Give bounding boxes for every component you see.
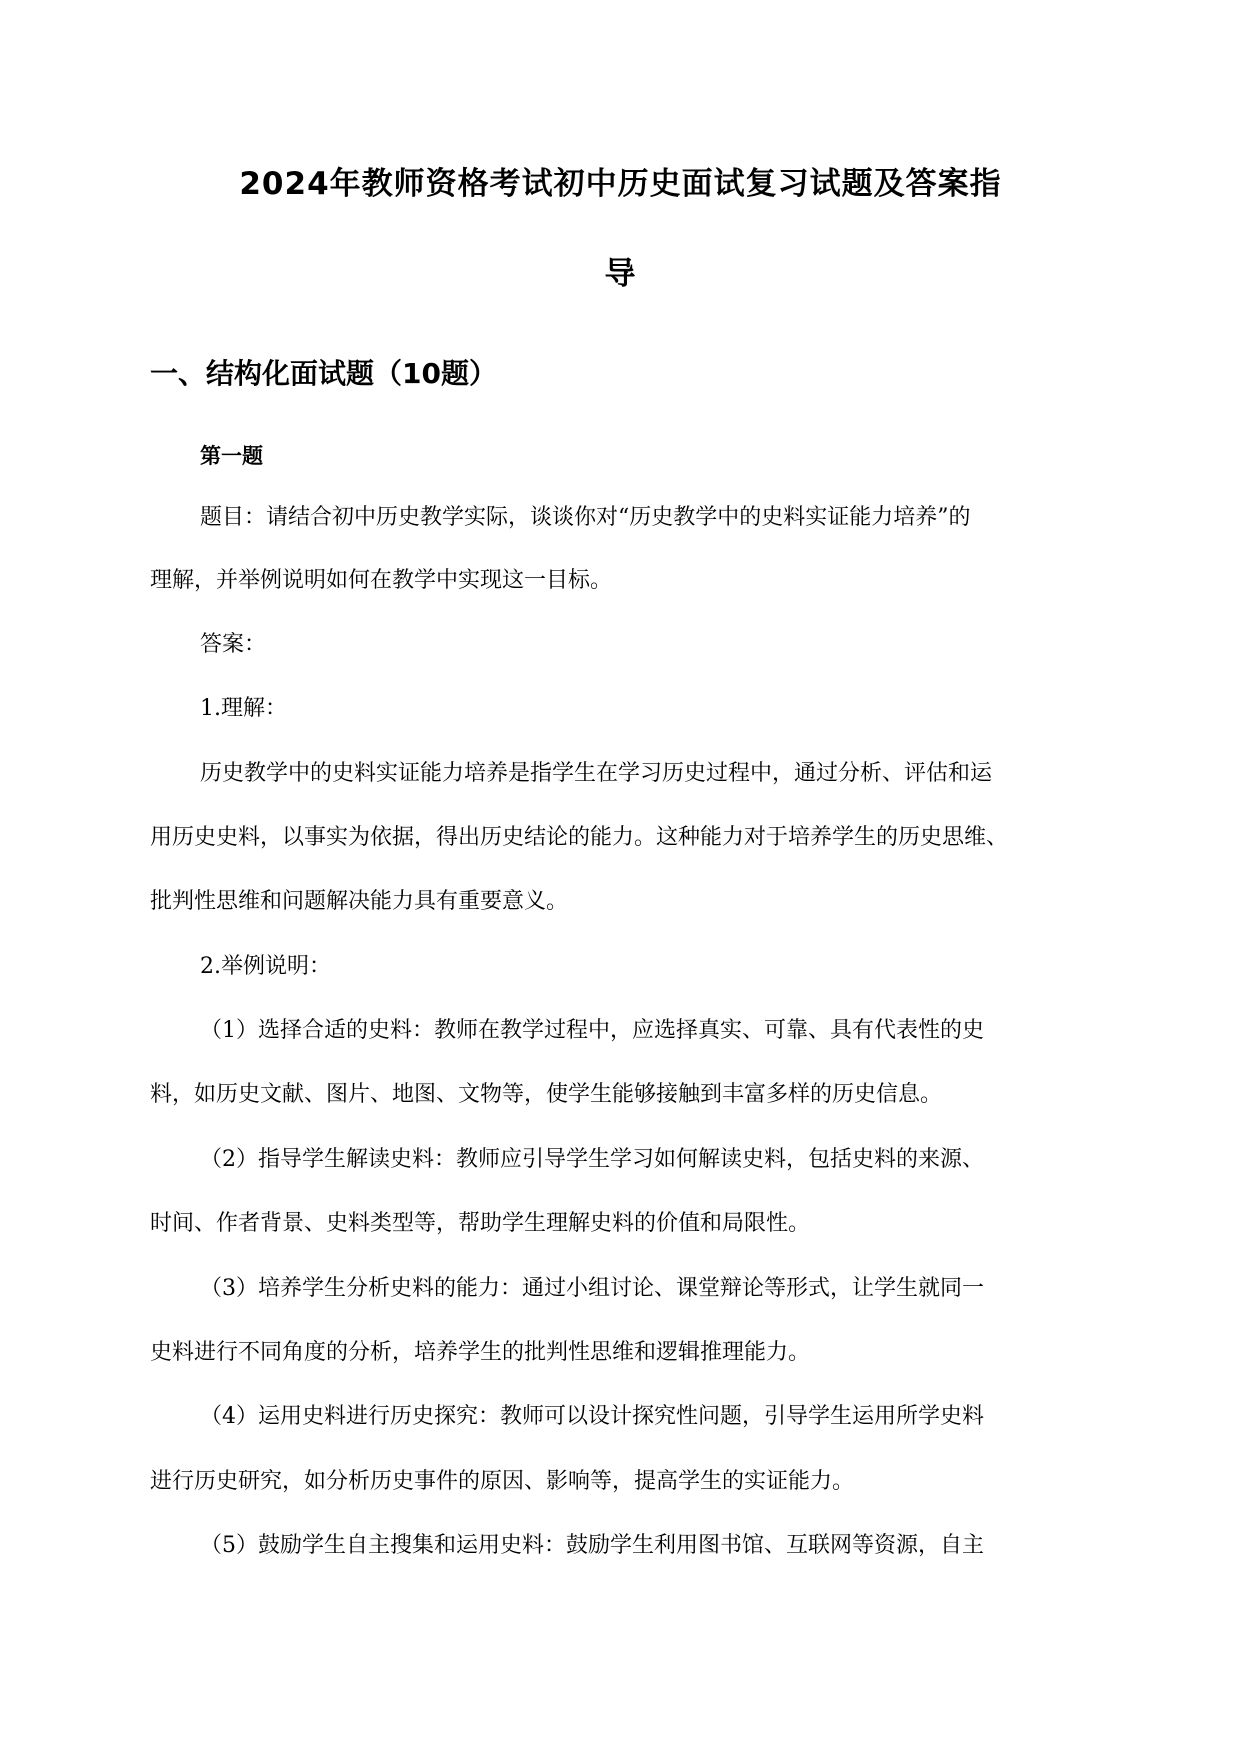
question-text-line: 理解，并举例说明如何在教学中实现这一目标。: [150, 568, 613, 593]
question-heading: 第一题: [200, 444, 263, 468]
list-item-line: （4）运用史料进行历史探究：教师可以设计探究性问题，引导学生运用所学史料: [200, 1404, 984, 1429]
section-heading: 一、结构化面试题（10题）: [150, 357, 497, 390]
subheading-examples: 2.举例说明：: [200, 954, 331, 979]
subheading-understanding: 1.理解：: [200, 696, 287, 721]
list-item-line: 进行历史研究，如分析历史事件的原因、影响等，提高学生的实证能力。: [150, 1469, 855, 1494]
list-item-line: （3）培养学生分析史料的能力：通过小组讨论、课堂辩论等形式，让学生就同一: [200, 1276, 984, 1301]
list-item-line: 史料进行不同角度的分析，培养学生的批判性思维和逻辑推理能力。: [150, 1340, 811, 1365]
question-text-line: 题目：请结合初中历史教学实际，谈谈你对“历史教学中的史料实证能力培养”的: [200, 505, 971, 530]
paragraph-line: 用历史史料，以事实为依据，得出历史结论的能力。这种能力对于培养学生的历史思维、: [150, 825, 1009, 850]
document-title-line-1: 2024年教师资格考试初中历史面试复习试题及答案指: [239, 166, 1002, 202]
document-title-line-2: 导: [604, 256, 637, 292]
paragraph-line: 批判性思维和问题解决能力具有重要意义。: [150, 889, 569, 914]
list-item-line: （2）指导学生解读史料：教师应引导学生学习如何解读史料，包括史料的来源、: [200, 1147, 984, 1172]
list-item-line: （1）选择合适的史料：教师在教学过程中，应选择真实、可靠、具有代表性的史: [200, 1018, 984, 1043]
paragraph-line: 历史教学中的史料实证能力培养是指学生在学习历史过程中，通过分析、评估和运: [200, 761, 993, 786]
answer-label: 答案：: [200, 632, 267, 657]
list-item-line: 时间、作者背景、史料类型等，帮助学生理解史料的价值和局限性。: [150, 1211, 811, 1236]
list-item-line: 料，如历史文献、图片、地图、文物等，使学生能够接触到丰富多样的历史信息。: [150, 1082, 943, 1107]
list-item-line: （5）鼓励学生自主搜集和运用史料：鼓励学生利用图书馆、互联网等资源，自主: [200, 1533, 984, 1558]
